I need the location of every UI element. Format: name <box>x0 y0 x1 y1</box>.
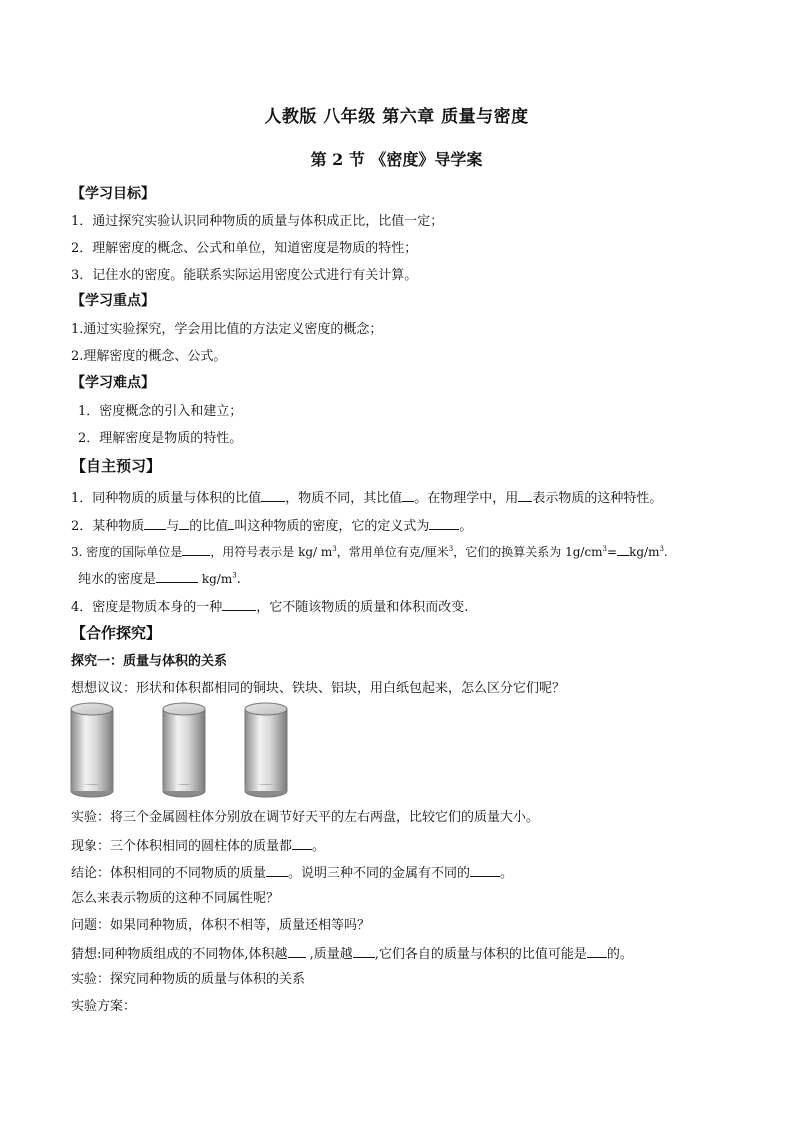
inquiry-sub-heading: 探究一：质量与体积的关系 <box>71 654 228 669</box>
page-subtitle: 第 2 节 《密度》导学案 <box>310 150 483 169</box>
difficulty-item-1: 1．密度概念的引入和建立； <box>78 404 243 419</box>
fill-blank[interactable] <box>182 543 210 556</box>
preview-question-4: 4．密度是物质本身的一种 ，它不随该物质的质量和体积而改变. <box>71 600 469 615</box>
cylinder-image-1 <box>70 702 114 802</box>
preview-question-3b: 纯水的密度是 $kg/m^3$. <box>78 571 241 587</box>
key-point-item-2: 2.理解密度的概念、公式。 <box>71 349 227 364</box>
fill-blank[interactable] <box>288 945 306 958</box>
fill-blank[interactable] <box>402 489 414 502</box>
inquiry-phenomenon: 现象：三个体积相同的圆柱体的质量都 。 <box>71 839 326 854</box>
difficulties-heading: 【学习难点】 <box>71 375 155 391</box>
fill-blank[interactable] <box>222 598 256 611</box>
fill-blank[interactable] <box>156 570 198 583</box>
inquiry-think: 想想议议：形状和体积都相同的铜块、铁块、铝块，用白纸包起来，怎么区分它们呢？ <box>71 681 566 696</box>
inquiry-experiment-2: 实验：探究同种物质的质量与体积的关系 <box>71 972 306 987</box>
fill-blank[interactable] <box>518 489 532 502</box>
inquiry-conclusion: 结论：体积相同的不同物质的质量 。说明三种不同的金属有不同的 。 <box>71 866 514 881</box>
fill-blank[interactable] <box>470 864 500 877</box>
page-title: 人教版 八年级 第六章 质量与密度 <box>264 107 529 127</box>
inquiry-question: 问题：如果同种物质，体积不相等，质量还相等吗？ <box>71 918 371 933</box>
difficulty-item-2: 2．理解密度是物质的特性。 <box>78 431 243 446</box>
key-points-heading: 【学习重点】 <box>71 293 155 309</box>
fill-blank[interactable] <box>179 517 189 530</box>
inquiry-guess: 猜想:同种物质组成的不同物体,体积越 ,质量越 ,它们各自的质量与体积的比值可能是 的。 <box>71 947 633 962</box>
inquiry-how: 怎么来表示物质的这种不同属性呢？ <box>71 891 280 906</box>
fill-blank[interactable] <box>429 517 459 530</box>
key-point-item-1: 1.通过实验探究，学会用比值的方法定义密度的概念； <box>71 322 383 337</box>
inquiry-plan: 实验方案： <box>71 999 137 1014</box>
fill-blank[interactable] <box>144 517 166 530</box>
objective-item-3: 3．记住水的密度。能联系实际运用密度公式进行有关计算。 <box>71 268 418 283</box>
preview-heading: 【自主预习】 <box>71 457 162 475</box>
fill-blank[interactable] <box>292 837 312 850</box>
objective-item-1: 1．通过探究实验认识同种物质的质量与体积成正比，比值一定； <box>71 214 444 229</box>
inquiry-heading: 【合作探究】 <box>71 624 162 642</box>
preview-question-2: 2．某种物质 与 的比值 叫这种物质的密度，它的定义式为 。 <box>71 519 473 534</box>
cylinder-image-2 <box>162 702 206 802</box>
fill-blank[interactable] <box>353 945 375 958</box>
preview-question-1: 1．同种物质的质量与体积的比值 ，物质不同，其比值 。在物理学中，用 表示物质的这种特性。 <box>71 491 663 506</box>
fill-blank[interactable] <box>261 489 285 502</box>
objectives-heading: 【学习目标】 <box>71 186 155 202</box>
preview-question-3: 3. 密度的国际单位是 ，用符号表示是 kg/ $m^3$，常用单位有克/厘米$^3$，它们的换算关系为 $1g/cm^3= kg/m^3$. <box>71 545 668 559</box>
inquiry-experiment-1: 实验：将三个金属圆柱体分别放在调节好天平的左右两盘，比较它们的质量大小。 <box>71 810 540 825</box>
objective-item-2: 2．理解密度的概念、公式和单位，知道密度是物质的特性； <box>71 241 418 256</box>
fill-blank[interactable] <box>587 945 607 958</box>
fill-blank[interactable] <box>266 864 288 877</box>
fill-blank[interactable] <box>617 543 629 556</box>
cylinder-image-3 <box>244 702 288 802</box>
